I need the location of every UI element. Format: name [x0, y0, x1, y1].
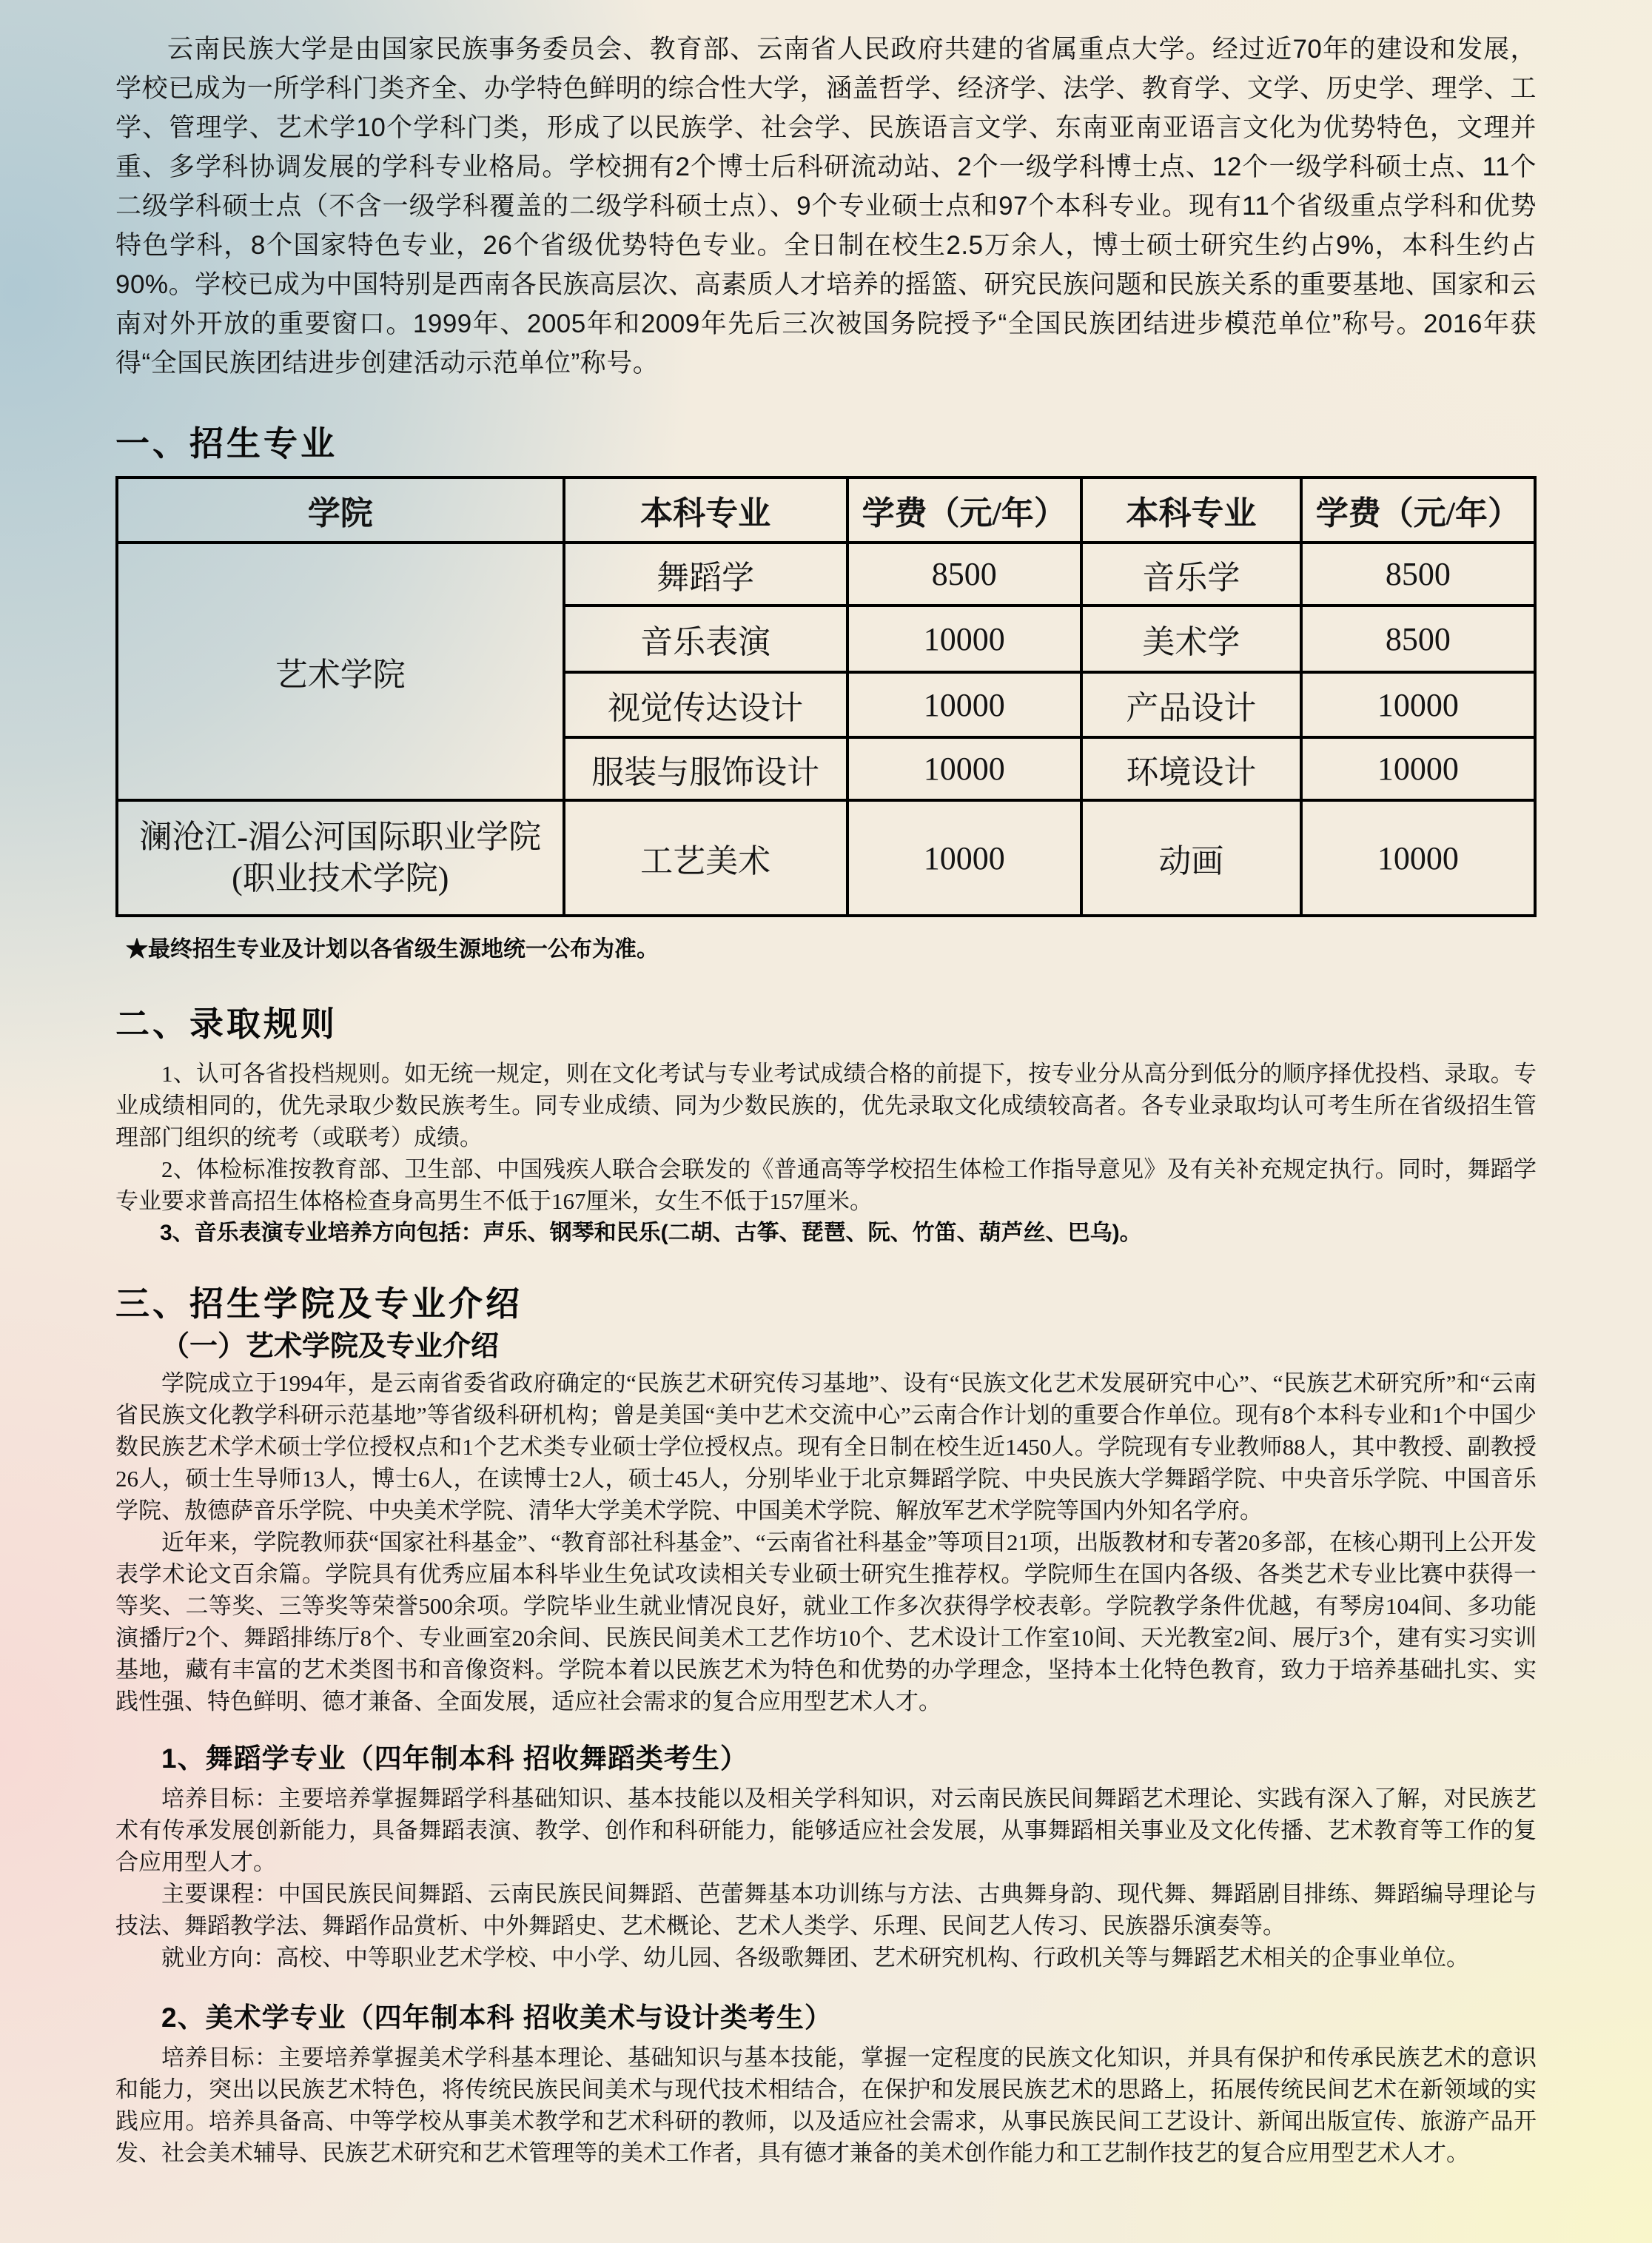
table-cell: 工艺美术 — [564, 800, 847, 916]
table-cell: 美术学 — [1081, 606, 1301, 672]
table-cell: 10000 — [1301, 737, 1535, 800]
university-intro-paragraph: 云南民族大学是由国家民族事务委员会、教育部、云南省人民政府共建的省属重点大学。经过近70年的建设和发展，学校已成为一所学科门类齐全、办学特色鲜明的综合性大学，涵盖哲学、经济学、法学、教育学、文学、历史学、理学、工学、管理学、艺术学10个学科门类，形成了以民族学、社会学、民族语言文学、东南亚南亚语言文化为优势特色，文理并重、多学科协调发展的学科专业格局。学校拥有2个博士后科研流动站、2个一级学科博士点、12个一级学科硕士点、11个二级学科硕士点（不含一级学科覆盖的二级学科硕士点）、9个专业硕士点和97个本科专业。现有11个省级重点学科和优势特色学科，8个国家特色专业，26个省级优势特色专业。全日制在校生2.5万余人，博士硕士研究生约占9%，本科生约占90%。学校已成为中国特别是西南各民族高层次、高素质人才培养的摇篮、研究民族问题和民族关系的重要基地、国家和云南对外开放的重要窗口。1999年、2005年和2009年先后三次被国务院授予“全国民族团结进步模范单位”称号。2016年获得“全国民族团结进步创建活动示范单位”称号。 — [115, 35, 1537, 378]
table-cell: 10000 — [847, 800, 1081, 916]
dance-goal-paragraph: 培养目标：主要培养掌握舞蹈学科基础知识、基本技能以及相关学科知识，对云南民族民间舞蹈艺术理论、实践有深入了解，对民族艺术有传承发展创新能力，具备舞蹈表演、教学、创作和科研能力，能够适应社会发展，从事舞蹈相关事业及文化传播、艺术教育等工作的复合应用型人才。 — [115, 1786, 1537, 1875]
table-header-row — [117, 477, 1535, 543]
table-cell: 10000 — [1301, 672, 1535, 737]
section-heading-admission-rules: 二、录取规则 — [115, 1005, 338, 1043]
table-cell: 动画 — [1081, 800, 1301, 916]
college-name-cell: 艺术学院 — [117, 543, 564, 800]
college-name-line2: (职业技术学院) — [232, 860, 449, 896]
fine-arts-goal-paragraph: 培养目标：主要培养掌握美术学科基本理论、基础知识与基本技能，掌握一定程度的民族文化知识，并具有保护和传承民族艺术的意识和能力，突出以民族艺术特色，将传统民族民间美术与现代技术相结合，在保护和发展民族艺术的思路上，拓展传统民间艺术在新领域的实践应用。培养具备高、中等学校从事美术教学和艺术科研的教师，以及适应社会需求，从事民族民间工艺设计、新闻出版宣传、旅游产品开发、社会美术辅导、民族艺术研究和艺术管理等的美术工作者，具有德才兼备的美术创作能力和工艺制作技艺的复合应用型艺术人才。 — [115, 2045, 1537, 2166]
college-name-cell — [117, 800, 564, 916]
table-cell: 10000 — [847, 606, 1081, 672]
rule-1: 1、认可各省投档规则。如无统一规定，则在文化考试与专业考试成绩合格的前提下，按专业分从高分到低分的顺序择优投档、录取。专业成绩相同的，优先录取少数民族考生。同专业成绩、同为少数民族的，优先录取文化成绩较高者。各专业录取均认可考生所在省级招生管理部门组织的统考（或联考）成绩。 — [115, 1061, 1537, 1150]
table-header-major-2: 本科专业 — [1081, 477, 1301, 543]
college-name-line1: 澜沧江-湄公河国际职业学院 — [139, 819, 542, 855]
table-cell: 服装与服饰设计 — [564, 737, 847, 800]
major-heading-fine-arts: 2、美术学专业（四年制本科 招收美术与设计类考生） — [161, 2002, 833, 2033]
table-cell: 舞蹈学 — [564, 543, 847, 606]
table-cell: 8500 — [847, 543, 1081, 606]
table-header-tuition-1: 学费（元/年） — [847, 477, 1081, 543]
table-cell: 音乐学 — [1081, 543, 1301, 606]
admissions-table — [115, 476, 1537, 917]
table-footnote: ★最终招生专业及计划以各省级生源地统一公布为准。 — [126, 937, 659, 962]
table-header-tuition-2: 学费（元/年） — [1301, 477, 1535, 543]
table-row — [117, 800, 1535, 916]
table-row — [117, 543, 1535, 606]
table-cell: 10000 — [847, 672, 1081, 737]
art-college-paragraph-2: 近年来，学院教师获“国家社科基金”、“教育部社科基金”、“云南省社科基金”等项目21项，出版教材和专著20多部，在核心期刊上公开发表学术论文百余篇。学院具有优秀应届本科毕业生免试攻读相关专业硕士研究生推荐权。学院师生在国内各级、各类艺术专业比赛中获得一等奖、二等奖、三等奖等荣誉500余项。学院毕业生就业情况良好，就业工作多次获得学校表彰。学院教学条件优越，有琴房104间、多功能演播厅2个、舞蹈排练厅8个、专业画室20余间、民族民间美术工艺作坊10个、艺术设计工作室10间、天光教室2间、展厅3个，建有实习实训基地，藏有丰富的艺术类图书和音像资料。学院本着以民族艺术为特色和优势的办学理念，坚持本土化特色教育，致力于培养基础扎实、实践性强、特色鲜明、德才兼备、全面发展，适应社会需求的复合应用型艺术人才。 — [115, 1529, 1537, 1714]
table-header-major-1: 本科专业 — [564, 477, 847, 543]
table-cell: 8500 — [1301, 543, 1535, 606]
table-cell: 环境设计 — [1081, 737, 1301, 800]
table-header-college: 学院 — [117, 477, 564, 543]
table-cell: 产品设计 — [1081, 672, 1301, 737]
dance-jobs-paragraph: 就业方向：高校、中等职业艺术学校、中小学、幼儿园、各级歌舞团、艺术研究机构、行政机关等与舞蹈艺术相关的企事业单位。 — [161, 1945, 1469, 1971]
section-heading-admission-majors: 一、招生专业 — [115, 424, 338, 463]
table-cell: 10000 — [847, 737, 1081, 800]
dance-courses-paragraph: 主要课程：中国民族民间舞蹈、云南民族民间舞蹈、芭蕾舞基本功训练与方法、古典舞身韵、现代舞、舞蹈剧目排练、舞蹈编导理论与技法、舞蹈教学法、舞蹈作品赏析、中外舞蹈史、艺术概论、艺术人类学、乐理、民间艺人传习、民族器乐演奏等。 — [115, 1881, 1537, 1939]
admissions-table-wrap — [115, 476, 1537, 917]
table-cell: 10000 — [1301, 800, 1535, 916]
section-heading-college-intro: 三、招生学院及专业介绍 — [115, 1284, 523, 1323]
rule-3: 3、音乐表演专业培养方向包括：声乐、钢琴和民乐(二胡、古筝、琵琶、阮、竹笛、葫芦丝、巴乌)。 — [160, 1221, 1142, 1245]
table-cell: 音乐表演 — [564, 606, 847, 672]
rule-2: 2、体检标准按教育部、卫生部、中国残疾人联合会联发的《普通高等学校招生体检工作指导意见》及有关补充规定执行。同时，舞蹈学专业要求普高招生体格检查身高男生不低于167厘米，女生不低于157厘米。 — [115, 1156, 1537, 1214]
table-cell: 8500 — [1301, 606, 1535, 672]
subsection-heading-art-college: （一）艺术学院及专业介绍 — [161, 1331, 500, 1362]
art-college-paragraph-1: 学院成立于1994年，是云南省委省政府确定的“民族艺术研究传习基地”、设有“民族文化艺术发展研究中心”、“民族艺术研究所”和“云南省民族文化教学科研示范基地”等省级科研机构；曾是美国“美中艺术交流中心”云南合作计划的重要合作单位。现有8个本科专业和1个中国少数民族艺术学术硕士学位授权点和1个艺术类专业硕士学位授权点。现有全日制在校生近1450人。学院现有专业教师88人，其中教授、副教授26人，硕士生导师13人，博士6人，在读博士2人，硕士45人，分别毕业于北京舞蹈学院、中央民族大学舞蹈学院、中央音乐学院、中国音乐学院、敖德萨音乐学院、中央美术学院、清华大学美术学院、中国美术学院、解放军艺术学院等国内外知名学府。 — [115, 1370, 1537, 1523]
major-heading-dance: 1、舞蹈学专业（四年制本科 招收舞蹈类考生） — [161, 1743, 748, 1774]
table-cell: 视觉传达设计 — [564, 672, 847, 737]
admission-rules — [115, 1058, 1537, 1249]
